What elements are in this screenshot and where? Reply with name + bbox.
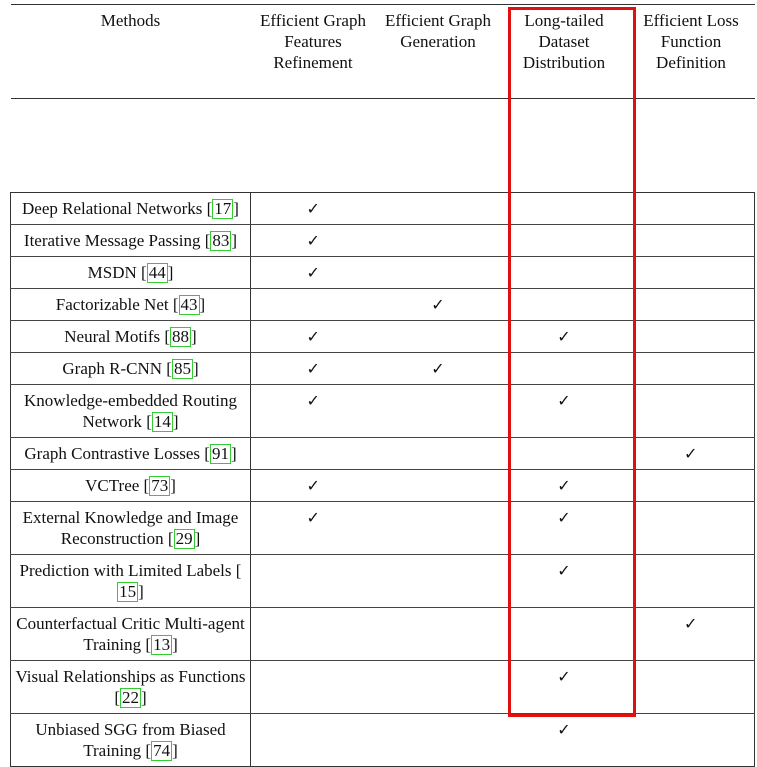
check-cell: [251, 470, 376, 502]
checkmark-icon: ✓: [684, 614, 698, 633]
methods-comparison-table: [10, 4, 755, 767]
check-cell: [628, 470, 755, 502]
method-cell: Deep Relational Networks [ 17 ]: [11, 193, 251, 225]
citation-link[interactable]: 83: [212, 231, 230, 250]
check-cell: [628, 225, 755, 257]
checkmark-icon: ✓: [306, 359, 320, 378]
citation-link[interactable]: 15: [119, 582, 137, 601]
citation-link[interactable]: 22: [122, 688, 139, 707]
checkmark-icon: ✓: [557, 327, 571, 346]
citation-link[interactable]: 88: [172, 327, 190, 346]
method-cell: VCTree [ 73 ]: [11, 470, 251, 502]
method-name: MSDN: [87, 263, 137, 282]
check-cell: [628, 714, 755, 767]
method-name: Prediction with Limited Labels: [19, 561, 232, 580]
check-cell: [376, 193, 501, 225]
check-cell: [251, 225, 376, 257]
check-cell: [501, 385, 628, 438]
check-cell: [376, 289, 501, 321]
table-row: [11, 555, 755, 608]
checkmark-icon: ✓: [306, 263, 320, 282]
method-name: Graph Contrastive Losses: [24, 444, 201, 463]
check-cell: [376, 608, 501, 661]
checkmark-icon: ✓: [557, 667, 571, 686]
check-cell: [251, 661, 376, 714]
check-cell: [376, 385, 501, 438]
check-cell: [501, 225, 628, 257]
citation-link[interactable]: 14: [153, 412, 171, 431]
check-cell: [376, 438, 501, 470]
check-cell: [628, 385, 755, 438]
check-cell: [501, 608, 628, 661]
citation-link[interactable]: 13: [153, 635, 171, 654]
citation-link[interactable]: 43: [180, 295, 198, 314]
method-name: Iterative Message Passing: [23, 231, 201, 250]
method-cell: MSDN [ 44 ]: [11, 257, 251, 289]
citation-link[interactable]: 73: [151, 476, 169, 495]
check-cell: [251, 385, 376, 438]
method-name: Factorizable Net: [55, 295, 169, 314]
check-cell: [628, 321, 755, 353]
check-cell: [501, 502, 628, 555]
header-loss-function-definition: Efficient Loss Function Definition: [628, 5, 755, 99]
method-cell: External Knowledge and Image Reconstruction [ 29 ]: [11, 502, 251, 555]
checkmark-icon: ✓: [431, 359, 445, 378]
check-cell: [628, 555, 755, 608]
check-cell: [251, 555, 376, 608]
check-cell: [376, 257, 501, 289]
table-row: [11, 257, 755, 289]
header-long-tailed-distribution: Long-tailed Dataset Distribution: [501, 5, 628, 99]
checkmark-icon: ✓: [557, 476, 571, 495]
method-cell: Knowledge-embedded Routing Network [ 14 ]: [11, 385, 251, 438]
check-cell: [628, 257, 755, 289]
checkmark-icon: ✓: [306, 231, 320, 250]
check-cell: [251, 608, 376, 661]
check-cell: [628, 502, 755, 555]
method-name: Deep Relational Networks: [22, 199, 203, 218]
check-cell: [501, 353, 628, 385]
table-row: [11, 193, 755, 225]
method-name: VCTree: [85, 476, 140, 495]
check-cell: [501, 555, 628, 608]
check-cell: [376, 502, 501, 555]
table-row: [11, 438, 755, 470]
check-cell: [501, 714, 628, 767]
header-graph-generation: Efficient Graph Generation: [376, 5, 501, 99]
method-cell: Graph Contrastive Losses [ 91 ]: [11, 438, 251, 470]
table-body: [11, 193, 755, 767]
check-cell: [251, 502, 376, 555]
checkmark-icon: ✓: [557, 391, 571, 410]
method-cell: Factorizable Net [ 43 ]: [11, 289, 251, 321]
checkmark-icon: ✓: [306, 391, 320, 410]
citation-link[interactable]: 17: [214, 199, 232, 218]
checkmark-icon: ✓: [306, 199, 320, 218]
check-cell: [251, 714, 376, 767]
check-cell: [376, 661, 501, 714]
check-cell: [628, 193, 755, 225]
method-cell: Iterative Message Passing [ 83 ]: [11, 225, 251, 257]
table-row: [11, 714, 755, 767]
method-cell: Visual Relationships as Functions [ 22 ]: [11, 661, 251, 714]
method-name: Visual Relationships as Functions: [15, 667, 246, 686]
check-cell: [501, 289, 628, 321]
checkmark-icon: ✓: [306, 327, 320, 346]
header-double-rule: [11, 99, 755, 193]
check-cell: [628, 661, 755, 714]
citation-link[interactable]: 44: [148, 263, 166, 282]
table-row: [11, 321, 755, 353]
check-cell: [376, 225, 501, 257]
check-cell: [376, 321, 501, 353]
checkmark-icon: ✓: [557, 508, 571, 527]
check-cell: [501, 470, 628, 502]
method-cell: Unbiased SGG from Biased Training [ 74 ]: [11, 714, 251, 767]
table-row: [11, 385, 755, 438]
table-row: [11, 661, 755, 714]
header-methods: Methods: [11, 5, 251, 99]
method-cell: Prediction with Limited Labels [15 ]: [11, 555, 251, 608]
check-cell: [376, 470, 501, 502]
check-cell: [251, 289, 376, 321]
check-cell: [251, 257, 376, 289]
check-cell: [376, 353, 501, 385]
method-name: Neural Motifs: [64, 327, 161, 346]
header-graph-features-refinement: Efficient Graph Features Refinement: [251, 5, 376, 99]
method-name: Counterfactual Critic Multi-agent Training: [16, 614, 245, 654]
check-cell: [501, 193, 628, 225]
table-header: [11, 5, 755, 193]
citation-link[interactable]: 91: [211, 444, 229, 463]
checkmark-icon: ✓: [306, 508, 320, 527]
check-cell: [376, 555, 501, 608]
method-cell: Neural Motifs [ 88 ]: [11, 321, 251, 353]
check-cell: [251, 438, 376, 470]
table-row: [11, 608, 755, 661]
table-row: [11, 502, 755, 555]
check-cell: [251, 193, 376, 225]
table-row: [11, 225, 755, 257]
check-cell: [628, 353, 755, 385]
table-row: [11, 470, 755, 502]
table-row: [11, 289, 755, 321]
checkmark-icon: ✓: [557, 561, 571, 580]
method-name: Unbiased SGG from Biased Training: [35, 720, 226, 760]
check-cell: [628, 289, 755, 321]
citation-link[interactable]: 29: [175, 529, 193, 548]
method-cell: Graph R-CNN [ 85 ]: [11, 353, 251, 385]
check-cell: [251, 321, 376, 353]
check-cell: [628, 438, 755, 470]
check-cell: [501, 321, 628, 353]
checkmark-icon: ✓: [684, 444, 698, 463]
table-row: [11, 353, 755, 385]
method-name: Knowledge-embedded Routing Network: [24, 391, 237, 431]
check-cell: [251, 353, 376, 385]
citation-link[interactable]: 85: [173, 359, 191, 378]
checkmark-icon: ✓: [557, 720, 571, 739]
method-cell: Counterfactual Critic Multi-agent Training [ 13 ]: [11, 608, 251, 661]
check-cell: [501, 438, 628, 470]
check-cell: [501, 661, 628, 714]
checkmark-icon: ✓: [431, 295, 445, 314]
method-name: External Knowledge and Image Reconstruction: [22, 508, 239, 548]
checkmark-icon: ✓: [306, 476, 320, 495]
method-name: Graph R-CNN: [62, 359, 163, 378]
check-cell: [628, 608, 755, 661]
check-cell: [376, 714, 501, 767]
check-cell: [501, 257, 628, 289]
citation-link[interactable]: 74: [153, 741, 171, 760]
